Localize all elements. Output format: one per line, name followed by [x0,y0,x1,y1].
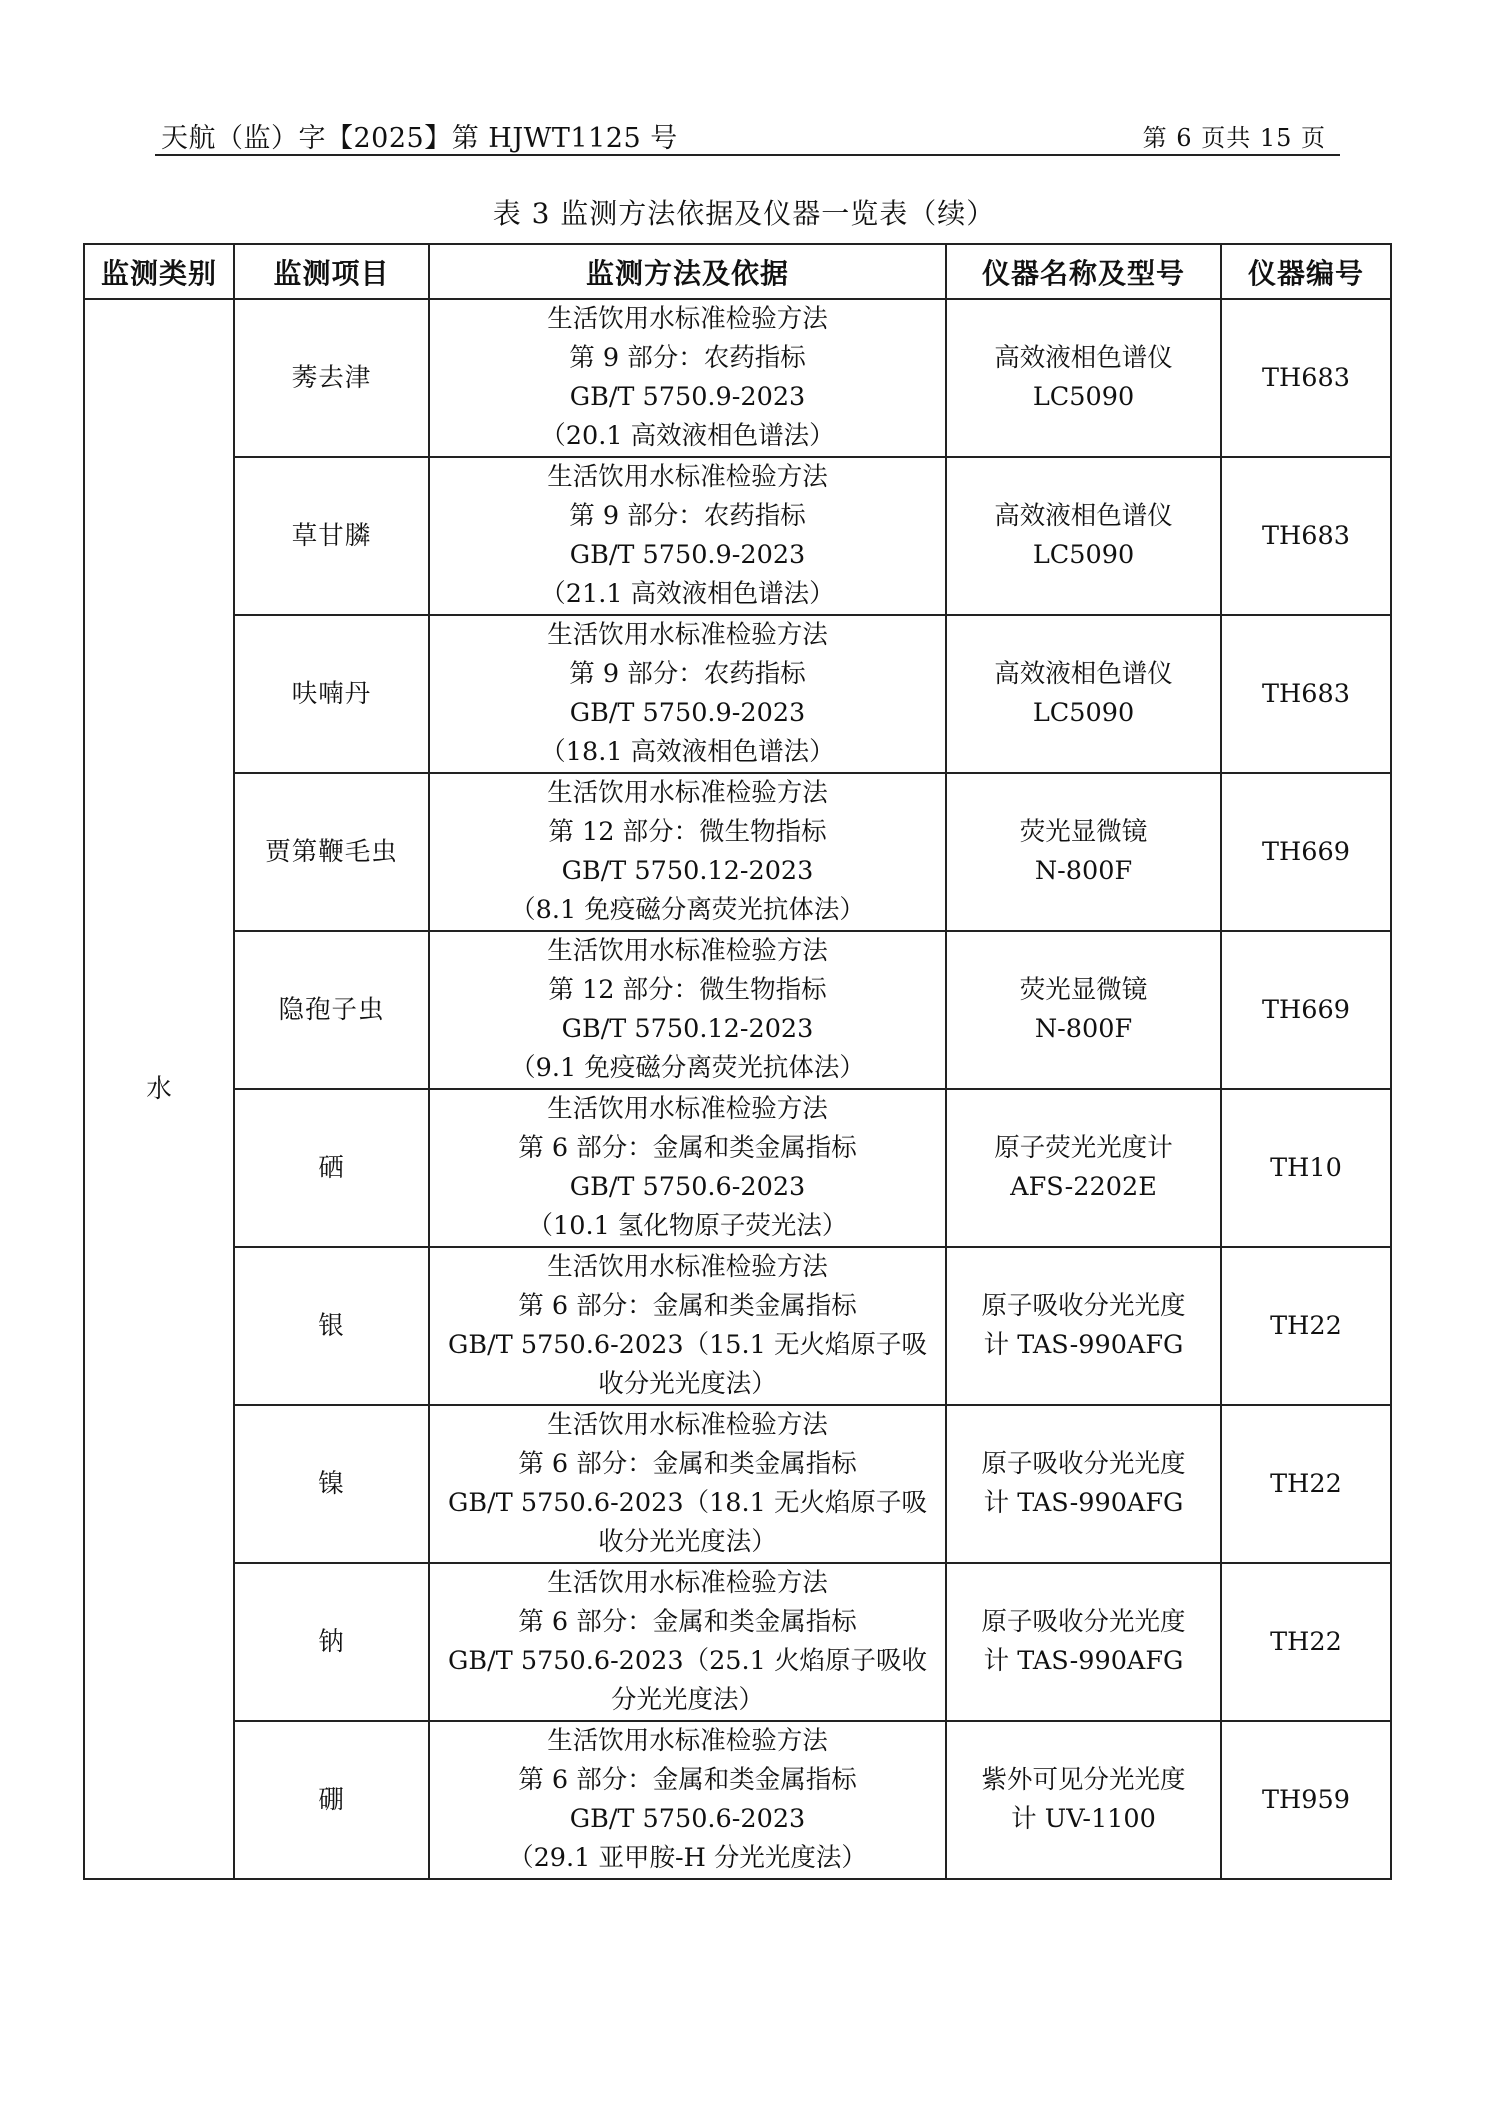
method-cell [429,1405,946,1563]
method-line: 生活饮用水标准检验方法 [547,1410,828,1440]
column-header-item: 监测项目 [234,244,429,299]
method-line: 第 12 部分：微生物指标 [548,975,827,1005]
instrument-id-cell: TH683 [1221,615,1391,773]
method-line: 生活饮用水标准检验方法 [547,1726,828,1756]
instrument-id-cell: TH669 [1221,773,1391,931]
method-cell [429,299,946,457]
method-line: 收分光光度法） [598,1369,777,1399]
item-cell: 镍 [234,1405,429,1563]
table-row [84,773,1391,931]
method-line: 第 6 部分：金属和类金属指标 [518,1607,857,1637]
method-line: GB/T 5750.6-2023（15.1 无火焰原子吸 [448,1330,927,1360]
category-cell: 水 [84,299,234,1879]
instrument-cell [946,1721,1221,1879]
method-line: GB/T 5750.9-2023 [569,540,806,570]
method-line: 生活饮用水标准检验方法 [547,1568,828,1598]
column-header-instrument-id: 仪器编号 [1221,244,1391,299]
method-cell [429,1247,946,1405]
instrument-cell [946,773,1221,931]
table-caption: 表 3 监测方法依据及仪器一览表（续） [492,197,996,230]
method-line: 分光光度法） [610,1685,764,1715]
table-row [84,1405,1391,1563]
instrument-cell [946,1563,1221,1721]
method-line: （29.1 亚甲胺-H 分光光度法） [508,1843,867,1873]
item-cell: 钠 [234,1563,429,1721]
item-cell: 莠去津 [234,299,429,457]
instrument-id-cell: TH669 [1221,931,1391,1089]
method-cell [429,773,946,931]
method-line: （18.1 高效液相色谱法） [540,737,835,767]
table-row [84,1247,1391,1405]
method-line: 生活饮用水标准检验方法 [547,620,828,650]
item-cell: 银 [234,1247,429,1405]
table-row [84,1089,1391,1247]
page-header [155,112,1340,156]
instrument-line: 紫外可见分光光度 [981,1765,1186,1795]
method-cell [429,1563,946,1721]
method-cell [429,931,946,1089]
instrument-cell [946,299,1221,457]
method-line: GB/T 5750.6-2023 [569,1172,806,1202]
table-body [84,299,1391,1879]
instrument-cell [946,457,1221,615]
instrument-id-cell: TH683 [1221,299,1391,457]
method-line: 生活饮用水标准检验方法 [547,1094,828,1124]
instrument-line: 计 TAS-990AFG [983,1488,1184,1518]
table-row [84,1563,1391,1721]
table-row [84,457,1391,615]
method-cell [429,457,946,615]
instrument-cell [946,1089,1221,1247]
instrument-line: AFS-2202E [1010,1172,1157,1202]
instrument-line: 荧光显微镜 [1019,975,1148,1005]
instrument-id-cell: TH10 [1221,1089,1391,1247]
instrument-line: LC5090 [1032,698,1135,728]
method-line: （10.1 氢化物原子荧光法） [527,1211,848,1241]
instrument-line: 原子吸收分光光度 [981,1449,1186,1479]
method-line: 第 12 部分：微生物指标 [548,817,827,847]
item-cell: 贾第鞭毛虫 [234,773,429,931]
instrument-id-cell: TH959 [1221,1721,1391,1879]
method-line: GB/T 5750.12-2023 [561,856,814,886]
method-line: 生活饮用水标准检验方法 [547,1252,828,1282]
method-line: 第 6 部分：金属和类金属指标 [518,1291,857,1321]
instrument-line: 计 UV-1100 [1011,1804,1156,1834]
instrument-id-cell: TH22 [1221,1405,1391,1563]
method-line: GB/T 5750.6-2023 [569,1804,806,1834]
method-line: 第 9 部分：农药指标 [569,659,806,689]
instrument-cell [946,615,1221,773]
instrument-line: LC5090 [1032,540,1135,570]
table-header-row [84,244,1391,299]
instrument-line: 原子吸收分光光度 [981,1291,1186,1321]
instrument-line: LC5090 [1032,382,1135,412]
method-line: （20.1 高效液相色谱法） [540,421,835,451]
method-line: 第 6 部分：金属和类金属指标 [518,1449,857,1479]
instrument-line: 计 TAS-990AFG [983,1646,1184,1676]
table-row [84,615,1391,773]
instrument-cell [946,1405,1221,1563]
instrument-line: 高效液相色谱仪 [994,659,1173,689]
instrument-line: 荧光显微镜 [1019,817,1148,847]
method-line: 生活饮用水标准检验方法 [547,778,828,808]
method-cell [429,615,946,773]
instrument-line: 高效液相色谱仪 [994,501,1173,531]
method-line: （8.1 免疫磁分离荧光抗体法） [510,895,865,925]
monitoring-methods-table [83,243,1392,1880]
method-cell [429,1089,946,1247]
method-line: GB/T 5750.6-2023（25.1 火焰原子吸收 [448,1646,927,1676]
table-row [84,931,1391,1089]
table-row [84,299,1391,457]
instrument-line: 计 TAS-990AFG [983,1330,1184,1360]
instrument-id-cell: TH683 [1221,457,1391,615]
item-cell: 隐孢子虫 [234,931,429,1089]
method-line: （21.1 高效液相色谱法） [540,579,835,609]
method-line: GB/T 5750.9-2023 [569,382,806,412]
method-line: GB/T 5750.6-2023（18.1 无火焰原子吸 [448,1488,927,1518]
instrument-cell [946,931,1221,1089]
item-cell: 草甘膦 [234,457,429,615]
item-cell: 硒 [234,1089,429,1247]
instrument-id-cell: TH22 [1221,1563,1391,1721]
method-line: 生活饮用水标准检验方法 [547,462,828,492]
report-number: 天航（监）字【2025】第 HJWT1125 号 [161,123,678,154]
method-line: 生活饮用水标准检验方法 [547,936,828,966]
table-row [84,1721,1391,1879]
method-line: GB/T 5750.9-2023 [569,698,806,728]
method-cell [429,1721,946,1879]
instrument-id-cell: TH22 [1221,1247,1391,1405]
page-number: 第 6 页共 15 页 [1142,124,1326,152]
instrument-line: N-800F [1034,856,1133,886]
item-cell: 呋喃丹 [234,615,429,773]
method-line: 第 6 部分：金属和类金属指标 [518,1765,857,1795]
method-line: 生活饮用水标准检验方法 [547,304,828,334]
method-line: 第 6 部分：金属和类金属指标 [518,1133,857,1163]
method-line: （9.1 免疫磁分离荧光抗体法） [510,1053,865,1083]
instrument-line: 原子吸收分光光度 [981,1607,1186,1637]
method-line: 收分光光度法） [598,1527,777,1557]
instrument-line: N-800F [1034,1014,1133,1044]
column-header-category: 监测类别 [84,244,234,299]
method-line: GB/T 5750.12-2023 [561,1014,814,1044]
item-cell: 硼 [234,1721,429,1879]
column-header-method: 监测方法及依据 [429,244,946,299]
instrument-line: 原子荧光光度计 [994,1133,1173,1163]
method-line: 第 9 部分：农药指标 [569,501,806,531]
method-line: 第 9 部分：农药指标 [569,343,806,373]
instrument-cell [946,1247,1221,1405]
instrument-line: 高效液相色谱仪 [994,343,1173,373]
column-header-instrument: 仪器名称及型号 [946,244,1221,299]
